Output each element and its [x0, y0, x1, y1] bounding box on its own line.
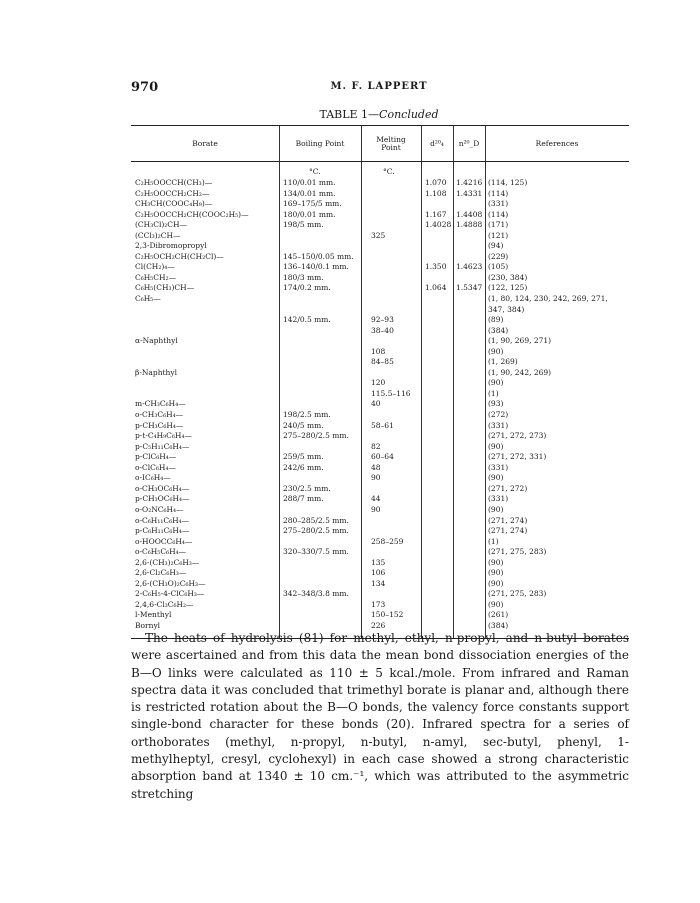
cell-melting-point: 150–152: [371, 610, 404, 620]
cell-refractive-index: 1.5347: [456, 283, 483, 293]
table-row: [131, 283, 629, 294]
cell-references: (271, 274): [488, 515, 528, 525]
cell-references: (122, 125): [488, 283, 528, 293]
cell-boiling-point: 142/0.5 mm.: [283, 315, 331, 325]
cell-melting-point: 82: [371, 441, 381, 451]
cell-references: (114): [488, 209, 509, 219]
cell-borate: 2-C₆H₅-4-ClC₆H₃—: [135, 589, 205, 599]
cell-boiling-point: 320–330/7.5 mm.: [283, 547, 349, 557]
cell-density: 1.4028: [425, 220, 452, 230]
cell-borate: l-Menthyl: [135, 610, 172, 620]
cell-melting-point: 84–85: [371, 357, 394, 367]
cell-borate: o-CH₃C₆H₄—: [135, 410, 184, 420]
cell-references: (94): [488, 241, 504, 251]
table-row: [131, 241, 629, 252]
running-head-author: M. F. LAPPERT: [330, 81, 428, 92]
table-row: [131, 210, 629, 221]
cell-references: (331): [488, 462, 509, 472]
table-row: [131, 336, 629, 347]
body-text: [131, 630, 629, 803]
cell-references: (271, 272): [488, 483, 528, 493]
borate-table: [131, 125, 629, 639]
body-paragraph: The heats of hydrolysis (81) for methyl, ethyl, n-propyl, and n-butyl borates were ascertained and from this data the mean bond dissociation energies of the B—O links were calculated as 110 ± 5 kcal./mole. From infrared and Raman spectra data it was concluded that trimethyl borate is planar and, although there is restricted rotation about the B—O bonds, the valency force constants support single-bond character for these bonds (20). Infrared spectra for a series of orthoborates (methyl, n-propyl, n-butyl, n-amyl, sec-butyl, phenyl, 1-methylheptyl, cresyl, cyclohexyl) in each case showed a strong characteristic absorption band at 1340 ± 10 cm.⁻¹, which was attributed to the asymmetric stretching: [131, 631, 629, 801]
cell-borate: 2,6-Cl₂C₆H₃—: [135, 568, 187, 578]
cell-borate: m-CH₃C₆H₄—: [135, 399, 186, 409]
table-row: [131, 231, 629, 242]
cell-references: (1, 269): [488, 357, 518, 367]
cell-melting-point: 92–93: [371, 315, 394, 325]
bp-unit: °C.: [309, 167, 321, 176]
cell-borate: β-Naphthyl: [135, 367, 178, 377]
cell-references: (90): [488, 473, 504, 483]
cell-melting-point: 106: [371, 568, 386, 578]
cell-melting-point: 90: [371, 473, 381, 483]
cell-boiling-point: 288/7 mm.: [283, 494, 324, 504]
cell-borate: Bornyl: [135, 620, 161, 630]
cell-references: (230, 384): [488, 272, 528, 282]
table-units-row: [131, 162, 629, 178]
cell-borate: C₂H₅OCH₂CH(CH₂Cl)—: [135, 251, 224, 261]
cell-borate: p-t-C₄H₉C₆H₄—: [135, 431, 192, 441]
col-header-melting-point: Melting Point: [376, 134, 406, 152]
cell-melting-point: 258–259: [371, 536, 404, 546]
cell-melting-point: 58–61: [371, 420, 394, 430]
cell-borate: 2,3-Dibromopropyl: [135, 241, 207, 251]
cell-melting-point: 226: [371, 620, 386, 630]
cell-references: (90): [488, 578, 504, 588]
cell-melting-point: 40: [371, 399, 381, 409]
table-row: [131, 262, 629, 273]
cell-boiling-point: 134/0.01 mm.: [283, 188, 336, 198]
cell-refractive-index: 1.4623: [456, 262, 483, 272]
table-row: [131, 347, 629, 358]
cell-borate: Cl(CH₂)₄—: [135, 262, 175, 272]
cell-boiling-point: 145–150/0.05 mm.: [283, 251, 354, 261]
table-row: [131, 294, 629, 305]
cell-boiling-point: 198/5 mm.: [283, 220, 324, 230]
cell-melting-point: 115.5–116: [371, 388, 411, 398]
cell-melting-point: 90: [371, 504, 381, 514]
table-row: [131, 505, 629, 516]
cell-references: (331): [488, 494, 509, 504]
table-row: [131, 589, 629, 600]
cell-borate: (CH₃Cl)₂CH—: [135, 220, 188, 230]
table-row: [131, 326, 629, 337]
cell-boiling-point: 174/0.2 mm.: [283, 283, 331, 293]
table-caption-italic: Concluded: [379, 108, 439, 121]
cell-references: (1, 90, 242, 269): [488, 367, 552, 377]
cell-boiling-point: 110/0.01 mm.: [283, 178, 336, 187]
cell-boiling-point: 180/0.01 mm.: [283, 209, 336, 219]
table-row: [131, 579, 629, 590]
cell-borate: o-CH₃OC₆H₄—: [135, 483, 190, 493]
cell-references: (90): [488, 378, 504, 388]
cell-borate: p-C₅H₁₁C₆H₄—: [135, 441, 190, 451]
table-caption: [131, 108, 627, 121]
cell-references: (271, 272, 273): [488, 431, 547, 441]
table-row: [131, 484, 629, 495]
table-row: [131, 494, 629, 505]
cell-borate: o-C₆H₁₁C₆H₄—: [135, 515, 190, 525]
table-row: [131, 368, 629, 379]
cell-references: (121): [488, 230, 509, 240]
cell-boiling-point: 259/5 mm.: [283, 452, 324, 462]
cell-borate: C₂H₅OOCCH(CH₃)—: [135, 178, 213, 187]
table-header-row: [131, 126, 629, 162]
cell-melting-point: 38–40: [371, 325, 394, 335]
table-row: [131, 568, 629, 579]
cell-boiling-point: 136–140/0.1 mm.: [283, 262, 349, 272]
table-row: [131, 252, 629, 263]
cell-borate: o-HOOCC₆H₄—: [135, 536, 193, 546]
cell-borate: o-ClC₆H₄—: [135, 462, 176, 472]
table-row: [131, 431, 629, 442]
cell-borate: o-C₆H₅C₆H₄—: [135, 547, 187, 557]
table-row: [131, 421, 629, 432]
col-header-refractive-index: n²⁰_D: [458, 138, 480, 148]
table-row: [131, 357, 629, 368]
table-row: [131, 305, 629, 316]
cell-refractive-index: 1.4216: [456, 178, 483, 187]
cell-density: 1.108: [425, 188, 447, 198]
cell-references: (261): [488, 610, 509, 620]
cell-density: 1.167: [425, 209, 447, 219]
col-header-borate: Borate: [192, 138, 218, 148]
cell-borate: C₆H₅(CH₃)CH—: [135, 283, 195, 293]
cell-refractive-index: 1.4408: [456, 209, 483, 219]
table-row: [131, 199, 629, 210]
cell-refractive-index: 1.4331: [456, 188, 483, 198]
cell-melting-point: 135: [371, 557, 386, 567]
table-row: [131, 315, 629, 326]
col-header-references: References: [535, 138, 579, 148]
cell-boiling-point: 240/5 mm.: [283, 420, 324, 430]
cell-melting-point: 48: [371, 462, 381, 472]
cell-references: (90): [488, 346, 504, 356]
cell-boiling-point: 230/2.5 mm.: [283, 483, 331, 493]
cell-borate: 2,6-(CH₃O)₂C₆H₃—: [135, 578, 206, 588]
cell-borate: o-O₂NC₆H₄—: [135, 504, 184, 514]
table-row: [131, 600, 629, 611]
cell-references: (90): [488, 441, 504, 451]
table-row: [131, 537, 629, 548]
cell-references: (1, 90, 269, 271): [488, 336, 552, 346]
page-number: 970: [131, 80, 159, 95]
table-row: [131, 442, 629, 453]
cell-references: (271, 275, 283): [488, 589, 547, 599]
cell-melting-point: 173: [371, 599, 386, 609]
cell-melting-point: 60–64: [371, 452, 394, 462]
cell-borate: p-C₆H₁₁C₆H₄—: [135, 526, 190, 536]
cell-melting-point: 44: [371, 494, 381, 504]
cell-density: 1.350: [425, 262, 447, 272]
table-row: [131, 178, 629, 189]
cell-boiling-point: 180/3 mm.: [283, 272, 324, 282]
cell-boiling-point: 280–285/2.5 mm.: [283, 515, 349, 525]
cell-references: (171): [488, 220, 509, 230]
col-header-boiling-point: Boiling Point: [295, 138, 345, 148]
table-row: [131, 558, 629, 569]
cell-melting-point: 325: [371, 230, 386, 240]
table-row: [131, 516, 629, 527]
cell-borate: p-ClC₆H₄—: [135, 452, 177, 462]
cell-references: (114, 125): [488, 178, 528, 187]
cell-borate: CH₃CH(COOC₄H₉)—: [135, 199, 213, 209]
cell-borate: C₆H₅—: [135, 294, 161, 304]
table-row: [131, 473, 629, 484]
cell-references: (229): [488, 251, 509, 261]
table-row: [131, 410, 629, 421]
table-row: [131, 463, 629, 474]
cell-references: (90): [488, 504, 504, 514]
cell-borate: C₂H₅OOCCH₂CH₂—: [135, 188, 210, 198]
cell-boiling-point: 275–280/2.5 mm.: [283, 526, 349, 536]
cell-references: (384): [488, 325, 509, 335]
table-row: [131, 378, 629, 389]
cell-borate: p-CH₃OC₆H₄—: [135, 494, 190, 504]
cell-borate: o-IC₆H₄—: [135, 473, 171, 483]
cell-borate: C₂H₅OOCCH₂CH(COOC₂H₅)—: [135, 209, 249, 219]
cell-references: (271, 274): [488, 526, 528, 536]
table-caption-prefix: TABLE 1—: [319, 108, 380, 121]
cell-references: (384): [488, 620, 509, 630]
cell-borate: p-CH₃C₆H₄—: [135, 420, 184, 430]
table-row: [131, 399, 629, 410]
cell-references: (90): [488, 599, 504, 609]
cell-borate: 2,4,6-Cl₃C₆H₂—: [135, 599, 194, 609]
cell-references: (331): [488, 420, 509, 430]
cell-melting-point: 120: [371, 378, 386, 388]
cell-references: (90): [488, 568, 504, 578]
cell-borate: C₆H₅CH₂—: [135, 272, 177, 282]
cell-boiling-point: 342–348/3.8 mm.: [283, 589, 349, 599]
table-row: [131, 547, 629, 558]
cell-borate: 2,6-(CH₃)₂C₆H₃—: [135, 557, 200, 567]
cell-density: 1.070: [425, 178, 447, 187]
cell-references: (89): [488, 315, 504, 325]
cell-references: (1, 80, 124, 230, 242, 269, 271,: [488, 294, 608, 304]
cell-references: (331): [488, 199, 509, 209]
table-row: [131, 273, 629, 284]
cell-melting-point: 134: [371, 578, 386, 588]
cell-references: (271, 272, 331): [488, 452, 547, 462]
page-header: [131, 80, 627, 96]
cell-boiling-point: 275–280/2.5 mm.: [283, 431, 349, 441]
col-header-density: d²⁰₄: [430, 138, 444, 148]
cell-references: (105): [488, 262, 509, 272]
cell-boiling-point: 242/6 mm.: [283, 462, 324, 472]
cell-references: (1): [488, 388, 499, 398]
table-row: [131, 610, 629, 621]
cell-density: 1.064: [425, 283, 447, 293]
cell-references: 347, 384): [488, 304, 525, 314]
cell-references: (90): [488, 557, 504, 567]
cell-references: (1): [488, 536, 499, 546]
table-body: [131, 178, 629, 632]
cell-borate: (CCl₃)₂CH—: [135, 230, 181, 240]
cell-melting-point: 108: [371, 346, 386, 356]
cell-borate: α-Naphthyl: [135, 336, 178, 346]
cell-references: (271, 275, 283): [488, 547, 547, 557]
cell-refractive-index: 1.4888: [456, 220, 483, 230]
table-row: [131, 526, 629, 537]
cell-boiling-point: 169–175/5 mm.: [283, 199, 342, 209]
cell-boiling-point: 198/2.5 mm.: [283, 410, 331, 420]
table-row: [131, 220, 629, 231]
table-row: [131, 452, 629, 463]
cell-references: (93): [488, 399, 504, 409]
cell-references: (272): [488, 410, 509, 420]
mp-unit: °C.: [383, 167, 395, 176]
cell-references: (114): [488, 188, 509, 198]
table-row: [131, 389, 629, 400]
table-row: [131, 189, 629, 200]
